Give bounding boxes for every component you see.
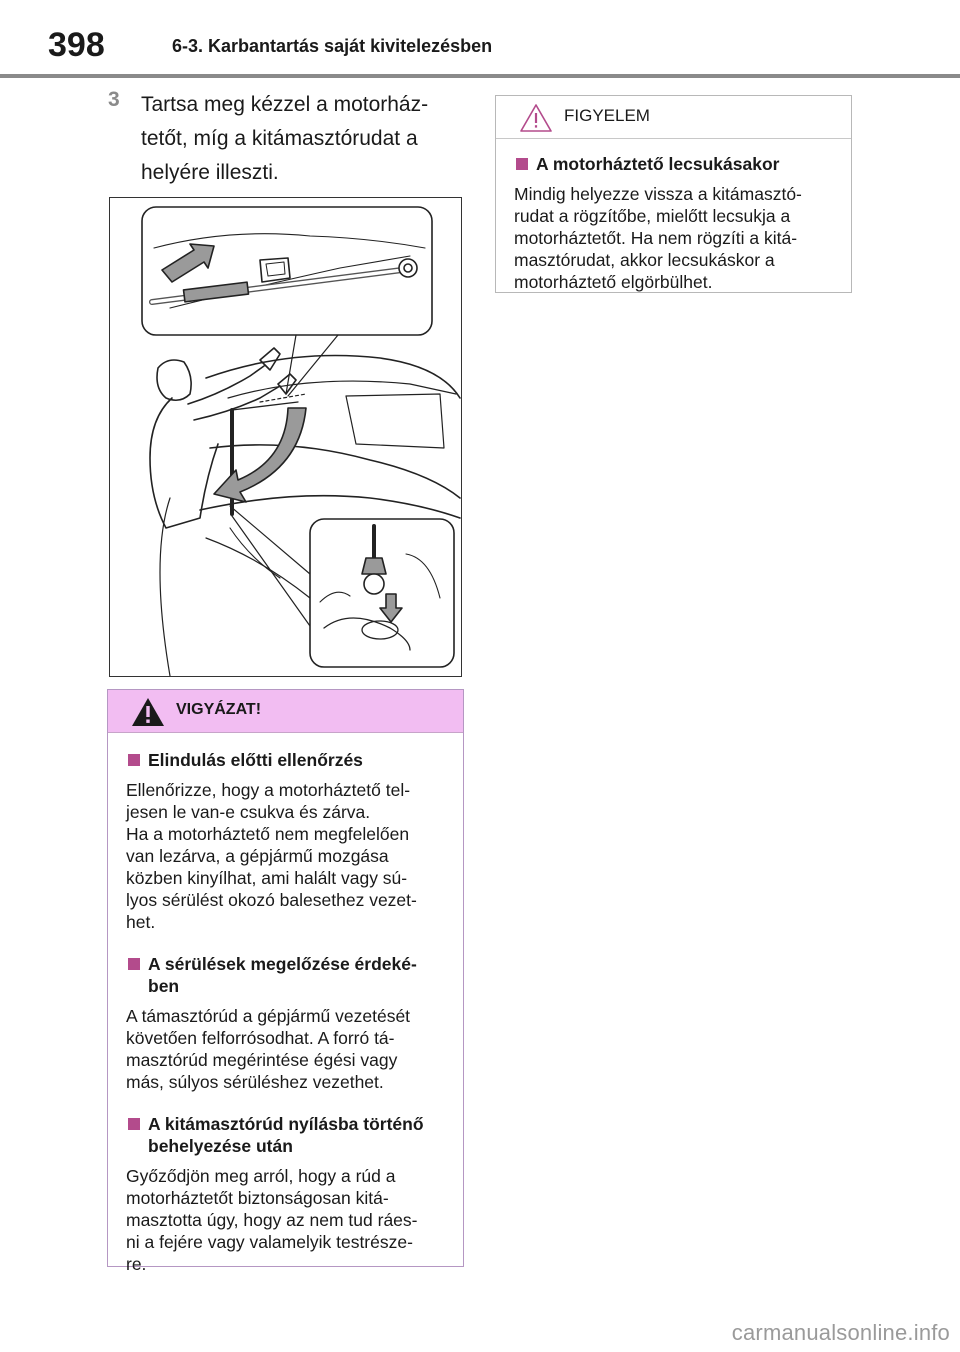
para-line: Ha a motorháztető nem megfelelően (126, 824, 410, 844)
subheading-line: A motorháztető lecsukásakor (536, 154, 780, 174)
para-line: re. (126, 1254, 147, 1274)
para-line: Mindig helyezze vissza a kitámasztó- (514, 184, 802, 204)
bullet-square-icon (128, 754, 140, 766)
watermark: carmanualsonline.info (731, 1320, 950, 1345)
hood-support-rod-illustration (109, 197, 462, 677)
para-line: het. (126, 912, 156, 932)
caution-subheading (126, 953, 445, 997)
para-line: masztórúd megérintése égési vagy (126, 1050, 398, 1070)
para-line: A támasztórúd a gépjármű vezetését (126, 1006, 411, 1026)
step-number: 3 (108, 88, 120, 111)
para-line: lyos sérülést okozó balesethez vezet- (126, 890, 417, 910)
subheading-line: Elindulás előtti ellenőrzés (148, 750, 363, 770)
para-line: közben kinyílhat, ami halált vagy sú- (126, 868, 408, 888)
para-line: masztórudat, akkor lecsukáskor a (514, 250, 775, 270)
subheading-line: A kitámasztórúd nyílásba történő (148, 1114, 424, 1134)
step-text (141, 88, 471, 190)
page-number: 398 (48, 26, 105, 64)
caution-subheading (126, 1113, 445, 1157)
caution-box (107, 689, 464, 1274)
subheading-line: ben (148, 976, 180, 996)
bullet-square-icon (516, 158, 528, 170)
bullet-square-icon (128, 958, 140, 970)
step-line: tetőt, míg a kitámasztórudat a (141, 127, 418, 150)
subheading-line: behelyezése után (148, 1136, 293, 1156)
notice-title: FIGYELEM (564, 106, 650, 125)
para-line: motorháztetőt biztonságosan kitá- (126, 1188, 389, 1208)
detail-callout-bottom (310, 519, 454, 667)
step-line: helyére illeszti. (141, 161, 279, 184)
notice-paragraph (514, 183, 833, 293)
para-line: más, súlyos sérüléshez vezethet. (126, 1072, 384, 1092)
subheading-line: A sérülések megelőzése érdeké- (148, 954, 417, 974)
page-header (0, 0, 960, 78)
caution-body (108, 733, 463, 1275)
step-line: Tartsa meg kézzel a motorház- (141, 93, 429, 116)
illustration-drawing (110, 198, 461, 676)
para-line: motorháztető elgörbülhet. (514, 272, 713, 292)
notice-box (495, 95, 852, 293)
caution-subheading (126, 749, 445, 771)
caution-header (108, 690, 463, 733)
section-title: 6-3. Karbantartás saját kivitelezésben (172, 36, 493, 56)
para-line: rudat a rögzítőbe, mielőtt lecsukja a (514, 206, 791, 226)
notice-triangle-icon (518, 102, 554, 134)
notice-header (496, 96, 851, 139)
para-line: Ellenőrizze, hogy a motorháztető tel- (126, 780, 411, 800)
para-line: jesen le van-e csukva és zárva. (126, 802, 371, 822)
para-line: van lezárva, a gépjármű mozgása (126, 846, 389, 866)
header-rule (0, 74, 960, 78)
caution-paragraph (126, 1005, 445, 1093)
para-line: motorháztetőt. Ha nem rögzíti a kitá- (514, 228, 798, 248)
bullet-square-icon (128, 1118, 140, 1130)
para-line: Győződjön meg arról, hogy a rúd a (126, 1166, 396, 1186)
para-line: masztotta úgy, hogy az nem tud ráes- (126, 1210, 418, 1230)
caution-title: VIGYÁZAT! (176, 701, 262, 718)
warning-triangle-icon (130, 696, 166, 728)
notice-subheading (514, 153, 833, 175)
para-line: ni a fejére vagy valamelyik testrésze- (126, 1232, 413, 1252)
notice-body (496, 139, 851, 293)
caution-paragraph (126, 1165, 445, 1275)
para-line: követően felforrósodhat. A forró tá- (126, 1028, 395, 1048)
caution-paragraph (126, 779, 445, 933)
